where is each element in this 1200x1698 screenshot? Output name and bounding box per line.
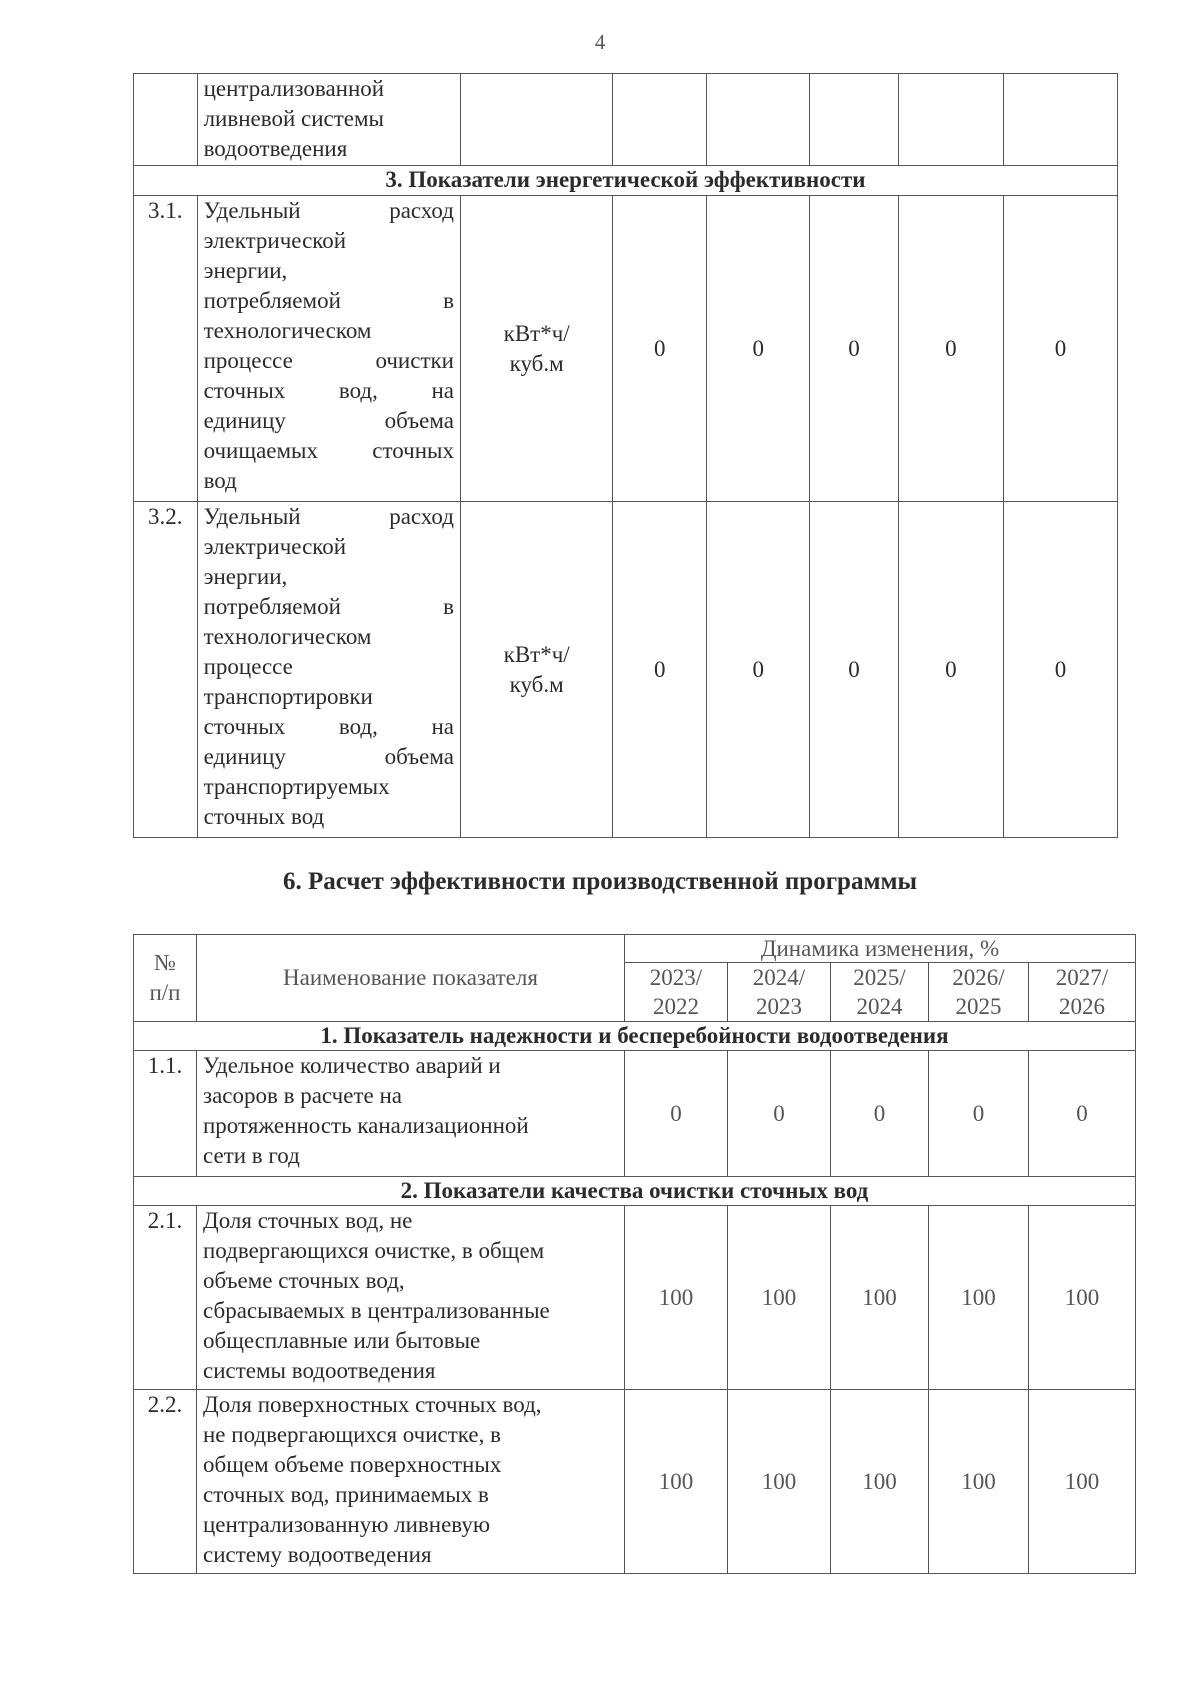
- value-cell: 100: [1029, 1390, 1136, 1574]
- value-cell: 100: [929, 1390, 1029, 1574]
- indicator-name: Доля поверхностных сточных вод, не подвергающихся очистке, в общем объеме поверхностных сточных вод, принимаемых в централизованную ливневую систему водоотведения: [197, 1390, 625, 1574]
- section-row: [134, 166, 1118, 196]
- value-cell: 100: [831, 1206, 929, 1390]
- value-cell: 100: [728, 1390, 831, 1574]
- row-number: 2.1.: [134, 1206, 197, 1390]
- value-cell: 0: [898, 196, 1003, 502]
- value-cell: 100: [929, 1206, 1029, 1390]
- program-efficiency-table: [133, 934, 1136, 1574]
- value-cell: 100: [625, 1206, 728, 1390]
- header-year: 2027/ 2026: [1029, 963, 1136, 1022]
- page-number: 4: [594, 30, 606, 54]
- table-row: [134, 1206, 1136, 1390]
- energy-efficiency-table: [133, 73, 1118, 838]
- row-number: 3.1.: [134, 196, 198, 502]
- value-cell: 0: [625, 1051, 728, 1177]
- header-dynamics: Динамика изменения, %: [625, 935, 1136, 963]
- value-cell: 0: [707, 196, 810, 502]
- continuation-row: [134, 74, 1118, 166]
- indicator-name: Доля сточных вод, не подвергающихся очистке, в общем объеме сточных вод, сбрасываемых в централизованные общесплавные или бытовые системы водоотведения: [197, 1206, 625, 1390]
- header-year: 2024/ 2023: [728, 963, 831, 1022]
- unit-cell: кВт*ч/ куб.м: [460, 196, 612, 502]
- value-cell: 0: [810, 196, 899, 502]
- value-cell: 0: [613, 196, 707, 502]
- value-cell: 100: [831, 1390, 929, 1574]
- value-cell: 100: [1029, 1206, 1136, 1390]
- section-title: 1. Показатель надежности и бесперебойности водоотведения: [134, 1022, 1136, 1051]
- section-row: [134, 1177, 1136, 1206]
- table-row: [134, 196, 1118, 502]
- name-line: централизованной: [203, 76, 385, 101]
- table-row: [134, 502, 1118, 838]
- value-cell: 0: [1003, 502, 1117, 838]
- table-row: [134, 1051, 1136, 1177]
- value-cell: 0: [831, 1051, 929, 1177]
- row-number: 1.1.: [134, 1051, 197, 1177]
- value-cell: 0: [810, 502, 899, 838]
- name-line: ливневой системы: [203, 106, 384, 131]
- header-indicator-name: Наименование показателя: [197, 935, 625, 1022]
- value-cell: 0: [929, 1051, 1029, 1177]
- value-cell: 0: [1029, 1051, 1136, 1177]
- value-cell: 100: [728, 1206, 831, 1390]
- header-year: 2025/ 2024: [831, 963, 929, 1022]
- section-title: 2. Показатели качества очистки сточных вод: [134, 1177, 1136, 1206]
- value-cell: 0: [728, 1051, 831, 1177]
- value-cell: 0: [898, 502, 1003, 838]
- header-number: № п/п: [134, 935, 197, 1022]
- value-cell: 0: [613, 502, 707, 838]
- continuation-name-cell: [197, 74, 460, 166]
- section-row: [134, 1022, 1136, 1051]
- header-year: 2023/ 2022: [625, 963, 728, 1022]
- row-number: 3.2.: [134, 502, 198, 838]
- row-number: 2.2.: [134, 1390, 197, 1574]
- unit-cell: кВт*ч/ куб.м: [460, 502, 612, 838]
- name-line: водоотведения: [203, 136, 348, 161]
- section-title: 3. Показатели энергетической эффективности: [134, 166, 1118, 196]
- value-cell: 100: [625, 1390, 728, 1574]
- value-cell: 0: [1003, 196, 1117, 502]
- indicator-name: Удельный расход электрической энергии, потребляемой в технологическом процессе очистки сточных вод, на единицу объема очищаемых сточных вод: [197, 196, 460, 502]
- table-row: [134, 1390, 1136, 1574]
- section-heading: 6. Расчет эффективности производственной программы: [282, 868, 918, 895]
- indicator-name: Удельный расход электрической энергии, потребляемой в технологическом процессе транспортировки сточных вод, на единицу объема транспортируемых сточных вод: [197, 502, 460, 838]
- header-year: 2026/ 2025: [929, 963, 1029, 1022]
- value-cell: 0: [707, 502, 810, 838]
- indicator-name: Удельное количество аварий и засоров в расчете на протяженность канализационной сети в год: [197, 1051, 625, 1177]
- header-row: [134, 935, 1136, 963]
